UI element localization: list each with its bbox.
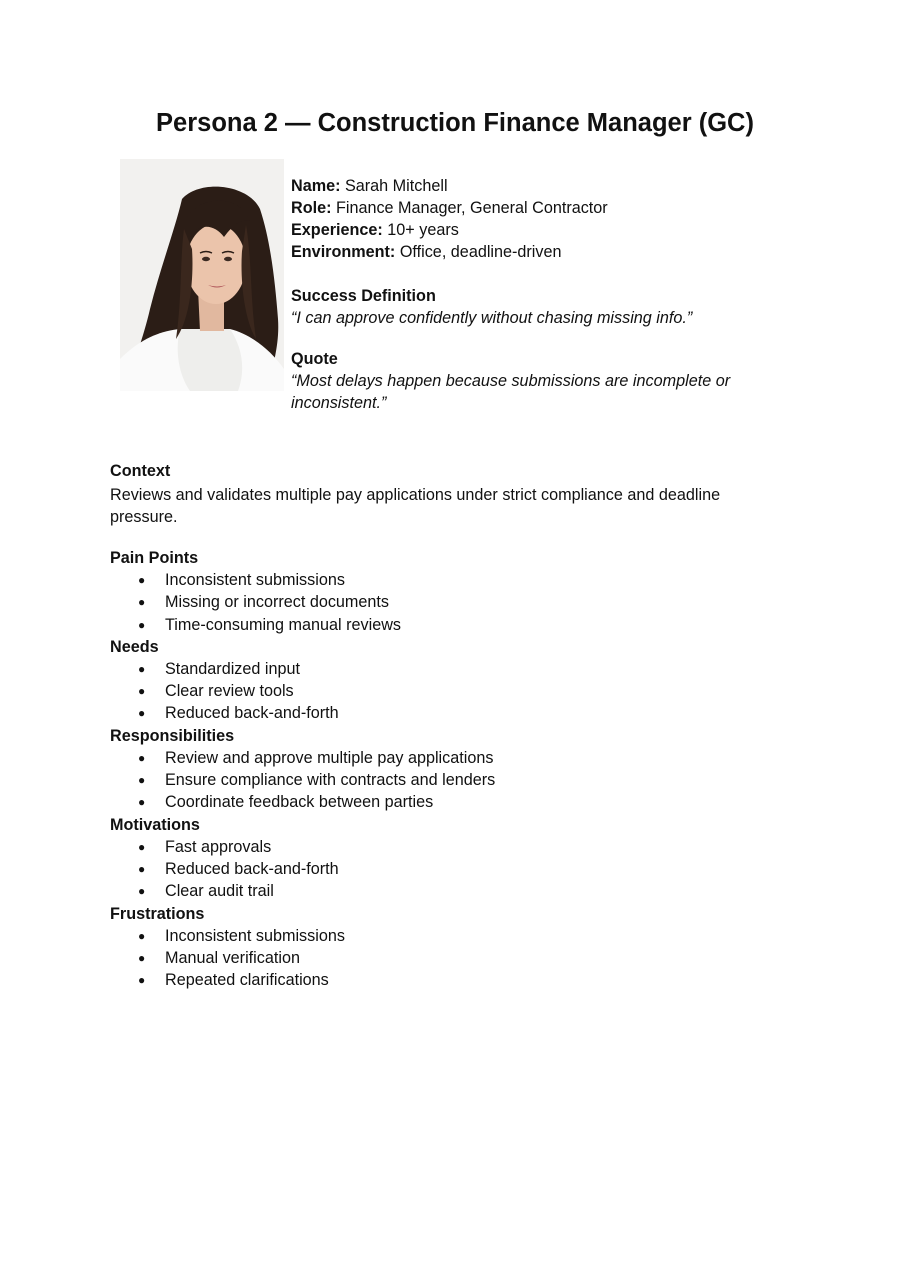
quote-heading: Quote (291, 350, 338, 368)
experience-row (291, 219, 771, 241)
frustrations-heading: Frustrations (110, 904, 205, 923)
portrait-image (120, 159, 284, 391)
environment-row (291, 241, 771, 263)
name-value: Sarah Mitchell (344, 177, 448, 195)
list-item: ● Inconsistent submissions (110, 925, 790, 947)
pain-points-list (110, 569, 790, 636)
role-row (291, 197, 771, 219)
environment-label: Environment: (291, 243, 396, 261)
quote-text: “Most delays happen because submissions are incomplete or inconsistent.” (291, 372, 731, 412)
context-heading: Context (110, 462, 171, 480)
list-item: ● Missing or incorrect documents (110, 591, 790, 613)
role-value: Finance Manager, General Contractor (335, 199, 608, 217)
list-item: ● Time-consuming manual reviews (110, 614, 790, 636)
list-item: ● Review and approve multiple pay applications (110, 747, 790, 769)
list-item: ● Reduced back-and-forth (110, 858, 790, 880)
needs-heading: Needs (110, 637, 159, 656)
list-item: ● Fast approvals (110, 836, 790, 858)
list-item: ● Repeated clarifications (110, 969, 790, 991)
list-item: ● Manual verification (110, 947, 790, 969)
environment-value: Office, deadline-driven (399, 243, 562, 261)
list-item: ● Coordinate feedback between parties (110, 791, 790, 813)
experience-value: 10+ years (387, 221, 459, 239)
page-title: Persona 2 — Construction Finance Manager (GC) (156, 109, 754, 137)
success-heading: Success Definition (291, 287, 436, 305)
profile-details (291, 175, 771, 414)
list-item: ● Reduced back-and-forth (110, 702, 790, 724)
experience-label: Experience: (291, 221, 383, 239)
role-label: Role: (291, 199, 332, 217)
list-item: ● Clear review tools (110, 680, 790, 702)
motivations-list (110, 836, 790, 903)
needs-list (110, 658, 790, 725)
name-label: Name: (291, 177, 341, 195)
responsibilities-list (110, 747, 790, 814)
list-item: ● Inconsistent submissions (110, 569, 790, 591)
motivations-heading: Motivations (110, 815, 200, 834)
frustrations-list (110, 925, 790, 992)
list-item: ● Ensure compliance with contracts and lenders (110, 769, 790, 791)
pain-points-heading: Pain Points (110, 549, 199, 567)
list-item: ● Standardized input (110, 658, 790, 680)
success-text: “I can approve confidently without chasing missing info.” (291, 309, 693, 327)
list-item: ● Clear audit trail (110, 880, 790, 902)
responsibilities-heading: Responsibilities (110, 726, 235, 745)
persona-body (110, 460, 790, 991)
name-row (291, 175, 771, 197)
context-text: Reviews and validates multiple pay applications under strict compliance and deadline pressure. (110, 486, 721, 526)
persona-photo (120, 159, 284, 391)
